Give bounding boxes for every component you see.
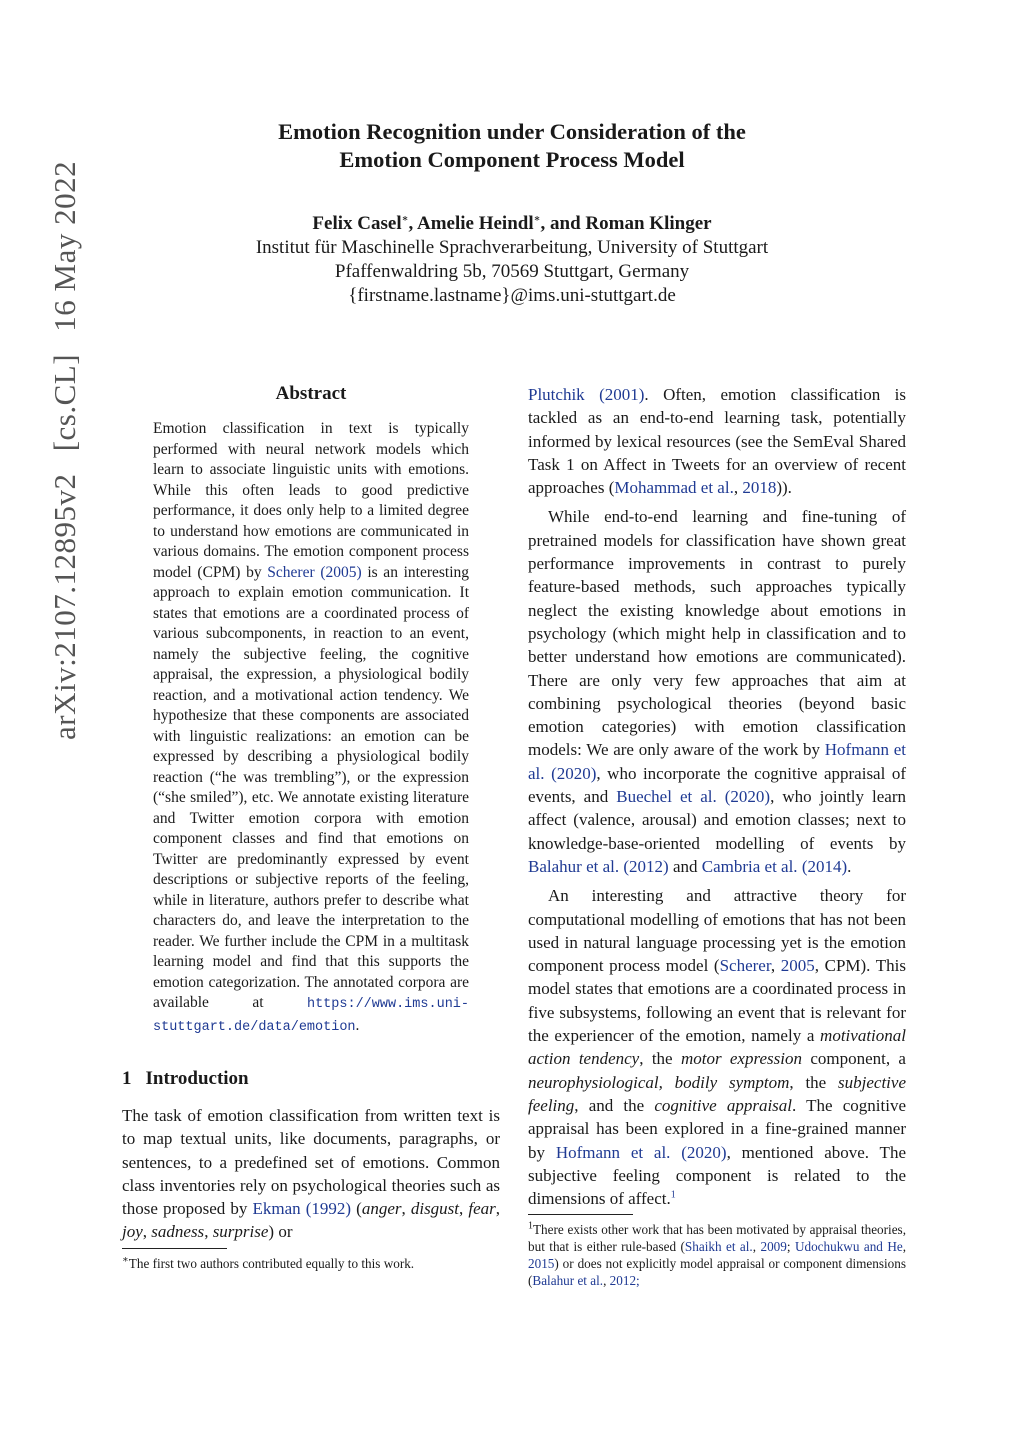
paragraph: Plutchik (2001). Often, emotion classification is tackled as an end-to-end learning task, potentially informed by lexical resources (see the SemEval Shared Task 1 on Affect in Tweets for an overview of recent approaches (Mohammad et al., 2018)). [528,385,907,498]
footnote-1: $^1$There exists other work that has been motivated by appraisal theories, but that is either rule-based (Shaikh et al., 2009; Udochukwu and He, 2015) or does not explicitly model appraisal or component dimensions (Balahur et al., 2012; [528,1221,906,1289]
citation-year-link[interactable]: (2020) [551,763,597,783]
citation-year-link[interactable]: (2005) [320,563,362,581]
citation-link[interactable]: Buechel et al. [616,787,717,807]
paragraph: While end-to-end learning and fine-tuning of pretrained models for classification have shown great performance improvements in contrast to purely feature-based methods, such approaches typically neglect the existing knowledge about emotions in psychology (which might help in classification and to better understand how emotions are communicated). There are only very few approaches that aim at combining psychological theories (beyond basic emotion categories) with emotion classification models: We are only aware of the work by Hofmann et al. (2020), who incorporate the cognitive appraisal of events, and Buechel et al. (2020), who jointly learn affect (valence, arousal) and emotion classes; next to knowledge-base-oriented modelling of events by Balahur et al. (2012) and Cambria et al. (2014). [528,507,907,876]
citation-link[interactable]: Balahur et al. [532,1273,604,1289]
arxiv-id: arXiv:2107.12895v2 [47,473,82,740]
citation-year-link[interactable]: (2014) [801,856,848,876]
citation-year-link[interactable]: 2012; [609,1273,640,1289]
data-url-link[interactable]: https://www.ims.uni-stuttgart.de/data/emotion [153,997,469,1035]
citation-link[interactable]: Hofmann et al. [528,740,906,783]
paragraph: An interesting and attractive theory for computational modelling of emotions that has not been used in natural language processing yet is the emotion component process model (Scherer, 2005, CPM). This model states that emotions are a coordinated process in five subsystems, following an event that is relevant for the experiencer of the emotion, namely a motivational action tendency, the motor expression component, a neurophysiological, bodily symptom, the subjective feeling, and the cognitive appraisal. The cognitive appraisal has been explored in a fine-grained manner by Hofmann et al. (2020), mentioned above. The subjective feeling component is related to the dimensions of affect.$^1$ [528,886,906,1209]
footnote-rule [528,1214,633,1215]
citation-link[interactable]: Hofmann et al. [555,1142,671,1162]
citation-year-link[interactable]: (2001) [599,385,645,404]
citation-year-link[interactable]: (2012) [623,856,669,876]
email: {firstname.lastname}@ims.uni-stuttgart.de [348,285,676,306]
citation-link[interactable]: Mohammad et al. [614,478,734,498]
author-names: Felix Casel∗, Amelie Heindl∗, and Roman Klinger [312,213,712,234]
abstract-text: Emotion classification in text is typically performed with neural network models which learn to associate linguistic units with emotions. While this often leads to good predictive performance, it does only help to a limited degree to understand how emotions are communicated in various domains. The emotion component process model (CPM) by Scherer (2005) is an interesting approach to explain emotion communication. It states that emotions are a coordinated process of various subcomponents, in reaction to an event, namely the subjective feeling, the cognitive appraisal, the expression, a physiological bodily reaction, and a motivational action tendency. We hypothesize that these components are associated with linguistic realizations: an emotion can be expressed by describing a physiological bodily reaction (“he was trembling”), or the expression (“she smiled”), etc. We annotate existing literature and Twitter emotion corpora with emotion component classes and find that emotions on Twitter are predominantly expressed by event descriptions or subjective reports of the feeling, while in literature, authors prefer to describe what characters do, and leave the interpretation to the reader. We further include the CPM in a multitask learning model and find that this supports the emotion categorization. The annotated corpora are available at https://www.ims.uni-stuttgart.de/data/emotion. [153,420,470,1035]
footnote-marker-link[interactable]: 1 [670,1189,676,1201]
citation-year-link[interactable]: (1992) [305,1199,352,1219]
citation-year-link[interactable]: 2005 [780,956,815,976]
section-heading-introduction: 1 Introduction [122,1068,249,1089]
citation-link[interactable]: Scherer [267,563,315,581]
left-column [122,383,500,1272]
right-column [528,383,906,1289]
arxiv-date: 16 May 2022 [47,160,82,332]
citation-link[interactable]: Shaikh et al. [684,1239,753,1255]
citation-year-link[interactable]: 2018 [742,478,777,498]
citation-year-link[interactable]: 2009 [760,1239,787,1255]
arxiv-category: [cs.CL] [47,353,82,452]
citation-link[interactable]: Plutchik [528,385,585,404]
intro-paragraph: The task of emotion classification from written text is to map textual units, like documents, paragraphs, or sentences, to a predefined set of emotions. Common class inventories rely on psychological theories such as those proposed by Ekman (1992) (anger, disgust, fear, joy, sadness, surprise) or [122,1106,501,1242]
author-block [0,212,1024,308]
citation-year-link[interactable]: (2020) [724,787,771,807]
footnote-rule [122,1248,227,1249]
footnote-star: ∗The first two authors contributed equally to this work. [122,1254,415,1271]
abstract-heading: Abstract [275,383,347,404]
citation-link[interactable]: Udochukwu and He [794,1239,903,1255]
citation-year-link[interactable]: (2020) [681,1142,727,1162]
affiliation: Institut für Maschinelle Sprachverarbeitung, University of Stuttgart [255,237,769,258]
citation-link[interactable]: Scherer [719,956,771,976]
citation-year-link[interactable]: 2015 [528,1256,555,1272]
citation-link[interactable]: Cambria et al. [701,856,798,876]
citation-link[interactable]: Ekman [252,1199,301,1219]
paper-title: Emotion Recognition under Consideration of the Emotion Component Process Model [278,119,746,172]
address: Pfaffenwaldring 5b, 70569 Stuttgart, Germany [334,261,690,282]
citation-link[interactable]: Balahur et al. [528,856,620,876]
